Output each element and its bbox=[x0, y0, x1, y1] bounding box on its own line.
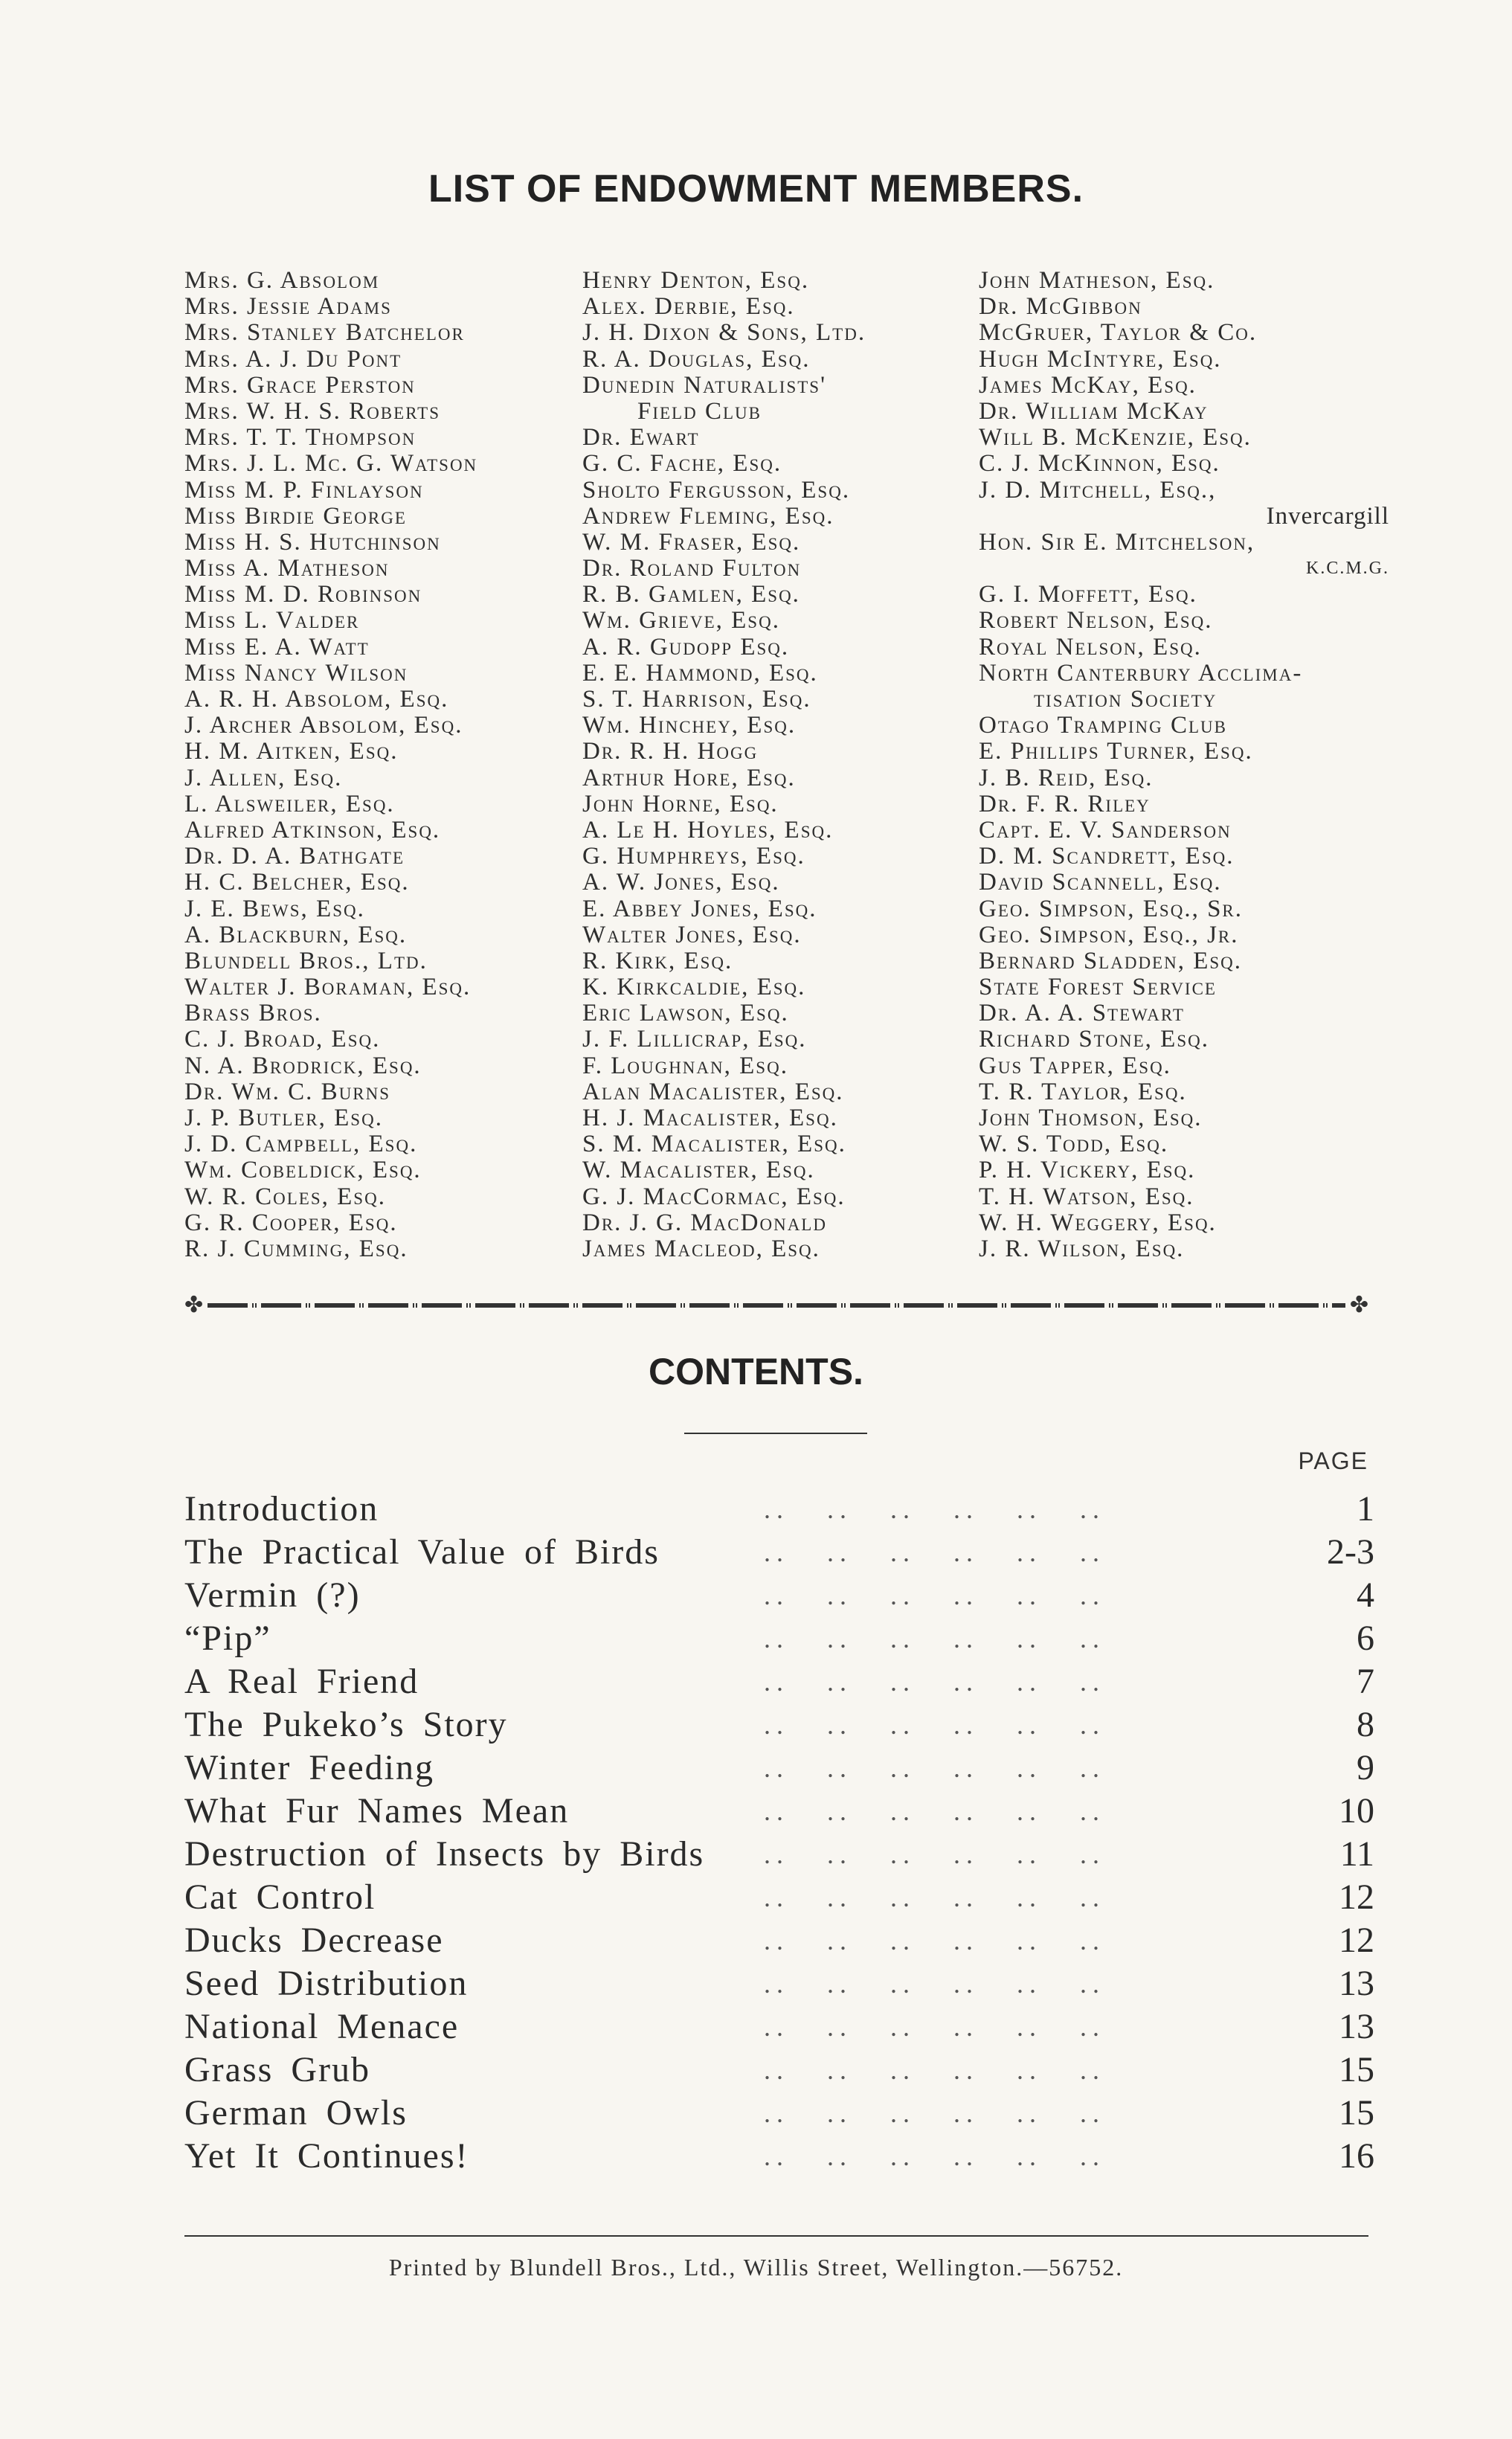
member-entry: Miss A. Matheson bbox=[184, 555, 390, 582]
contents-entry bbox=[184, 2092, 1374, 2135]
contents-entry-title: A Real Friend bbox=[184, 1662, 419, 1701]
member-entry: G. Humphreys, Esq. bbox=[582, 843, 805, 870]
page-column-header: PAGE bbox=[1298, 1447, 1368, 1474]
member-entry: G. I. Moffett, Esq. bbox=[979, 581, 1197, 608]
member-entry: H. J. Macalister, Esq. bbox=[582, 1105, 838, 1131]
member-entry: Geo. Simpson, Esq., Sr. bbox=[979, 895, 1244, 922]
member-entry: L. Alsweiler, Esq. bbox=[184, 790, 395, 817]
member-entry: W. H. Weggery, Esq. bbox=[979, 1209, 1217, 1236]
contents-entry-page: 12 bbox=[1339, 1877, 1374, 1917]
member-entry: Dr. J. G. MacDonald bbox=[582, 1209, 827, 1236]
contents-entry bbox=[184, 2048, 1374, 2092]
member-entry: W. M. Fraser, Esq. bbox=[582, 528, 801, 556]
member-entry: Hon. Sir E. Mitchelson, bbox=[979, 528, 1255, 556]
dot-leader: .. .. .. .. .. .. bbox=[739, 2012, 1105, 2042]
member-entry: A. Le H. Hoyles, Esq. bbox=[582, 816, 834, 843]
member-entry: Mrs. T. T. Thompson bbox=[184, 424, 416, 452]
contents-entry-title: The Practical Value of Birds bbox=[184, 1532, 660, 1572]
dot-leader: .. .. .. .. .. .. bbox=[739, 1883, 1105, 1912]
dot-leader: .. .. .. .. .. .. bbox=[739, 2141, 1105, 2171]
member-entry: McGruer, Taylor & Co. bbox=[979, 319, 1258, 347]
contents-entry bbox=[184, 1531, 1374, 1574]
ornamental-rule bbox=[208, 1303, 1345, 1308]
member-column-3 bbox=[979, 268, 1389, 1262]
member-entry: Mrs. Stanley Batchelor bbox=[184, 319, 465, 347]
member-list bbox=[184, 268, 1389, 1262]
member-entry: R. Kirk, Esq. bbox=[582, 947, 733, 974]
member-entry: Dr. Roland Fulton bbox=[582, 555, 802, 582]
member-entry: W. Macalister, Esq. bbox=[582, 1157, 815, 1184]
dot-leader: .. .. .. .. .. .. bbox=[739, 1667, 1105, 1697]
dot-leader: .. .. .. .. .. .. bbox=[739, 1839, 1105, 1869]
member-entry: J. F. Lillicrap, Esq. bbox=[582, 1026, 807, 1053]
contents-entry-title: Ducks Decrease bbox=[184, 1921, 444, 1960]
member-entry: G. R. Cooper, Esq. bbox=[184, 1209, 398, 1236]
member-entry: Mrs. Grace Perston bbox=[184, 371, 416, 399]
member-entry: Alan Macalister, Esq. bbox=[582, 1078, 844, 1105]
member-entry: J. H. Dixon & Sons, Ltd. bbox=[582, 319, 866, 347]
member-entry: Henry Denton, Esq. bbox=[582, 267, 810, 294]
contents-underline bbox=[684, 1433, 867, 1434]
printer-imprint: Printed by Blundell Bros., Ltd., Willis Street, Wellington.—56752. bbox=[388, 2254, 1124, 2281]
member-entry: R. B. Gamlen, Esq. bbox=[582, 581, 800, 608]
contents-entry-title: What Fur Names Mean bbox=[184, 1791, 570, 1831]
member-entry: Mrs. J. L. Mc. G. Watson bbox=[184, 450, 478, 478]
contents-entry-page: 13 bbox=[1339, 1964, 1374, 2003]
contents-entry-page: 8 bbox=[1357, 1705, 1374, 1744]
contents-entry-title: The Pukeko’s Story bbox=[184, 1705, 508, 1744]
dot-leader: .. .. .. .. .. .. bbox=[739, 2098, 1105, 2128]
member-entry: Mrs. A. J. Du Pont bbox=[184, 345, 402, 373]
contents-entry-page: 13 bbox=[1339, 2007, 1374, 2046]
member-entry: Sholto Fergusson, Esq. bbox=[582, 476, 851, 504]
member-entry: Dr. Wm. C. Burns bbox=[184, 1078, 391, 1105]
member-entry: J. Archer Absolom, Esq. bbox=[184, 712, 463, 739]
member-entry: A. R. H. Absolom, Esq. bbox=[184, 686, 449, 713]
member-entry: N. A. Brodrick, Esq. bbox=[184, 1052, 422, 1079]
contents-entry bbox=[184, 2005, 1374, 2048]
dot-leader: .. .. .. .. .. .. bbox=[739, 2055, 1105, 2085]
member-entry: Miss Birdie George bbox=[184, 502, 407, 530]
contents-entry-page: 1 bbox=[1357, 1489, 1374, 1529]
member-entry: Dr. R. H. Hogg bbox=[582, 738, 759, 765]
member-entry: J. D. Campbell, Esq. bbox=[184, 1131, 418, 1158]
member-entry: R. A. Douglas, Esq. bbox=[582, 345, 811, 373]
member-entry: Field Club bbox=[637, 397, 762, 425]
dot-leader: .. .. .. .. .. .. bbox=[739, 1753, 1105, 1783]
ornament-right-icon: ✤ bbox=[1349, 1292, 1368, 1318]
member-entry: K.C.M.G. bbox=[1305, 559, 1389, 579]
contents-entry bbox=[184, 1746, 1374, 1790]
contents-entry-title: German Owls bbox=[184, 2093, 408, 2133]
contents-entry-page: 9 bbox=[1357, 1748, 1374, 1787]
member-entry: H. C. Belcher, Esq. bbox=[184, 869, 410, 896]
member-entry: Mrs. Jessie Adams bbox=[184, 293, 392, 321]
member-entry: C. J. Broad, Esq. bbox=[184, 1026, 381, 1053]
member-entry: E. Phillips Turner, Esq. bbox=[979, 738, 1253, 765]
member-entry: Dr. Ewart bbox=[582, 424, 700, 452]
member-entry: S. T. Harrison, Esq. bbox=[582, 686, 811, 713]
member-entry: Miss M. D. Robinson bbox=[184, 581, 422, 608]
member-entry: Walter J. Boraman, Esq. bbox=[184, 974, 472, 1001]
contents-entry-page: 11 bbox=[1339, 1834, 1374, 1874]
dot-leader: .. .. .. .. .. .. bbox=[739, 1926, 1105, 1956]
member-entry: R. J. Cumming, Esq. bbox=[184, 1235, 408, 1262]
member-entry: Blundell Bros., Ltd. bbox=[184, 947, 428, 974]
member-entry: James Macleod, Esq. bbox=[582, 1235, 820, 1262]
member-entry: Will B. McKenzie, Esq. bbox=[979, 424, 1252, 452]
contents-entry bbox=[184, 1962, 1374, 2005]
dot-leader: .. .. .. .. .. .. bbox=[739, 1494, 1105, 1524]
contents-entry bbox=[184, 1574, 1374, 1617]
contents-entry-title: Grass Grub bbox=[184, 2050, 370, 2089]
member-entry: K. Kirkcaldie, Esq. bbox=[582, 974, 806, 1001]
member-entry: Alex. Derbie, Esq. bbox=[582, 293, 795, 321]
member-entry: John Horne, Esq. bbox=[582, 790, 779, 817]
member-entry: Bernard Sladden, Esq. bbox=[979, 947, 1243, 974]
member-entry: Dunedin Naturalists' bbox=[582, 371, 827, 399]
contents-entry-title: National Menace bbox=[184, 2007, 460, 2046]
member-entry: T. R. Taylor, Esq. bbox=[979, 1078, 1187, 1105]
contents-entry bbox=[184, 1919, 1374, 1962]
member-entry: John Matheson, Esq. bbox=[979, 267, 1215, 294]
contents-entry-page: 15 bbox=[1339, 2050, 1374, 2089]
member-entry: E. Abbey Jones, Esq. bbox=[582, 895, 817, 922]
contents-entry-title: Introduction bbox=[184, 1489, 379, 1529]
contents-entry bbox=[184, 1703, 1374, 1746]
member-entry: Dr. D. A. Bathgate bbox=[184, 843, 405, 870]
member-entry: Andrew Fleming, Esq. bbox=[582, 502, 834, 530]
member-entry: T. H. Watson, Esq. bbox=[979, 1183, 1194, 1210]
member-entry: D. M. Scandrett, Esq. bbox=[979, 843, 1235, 870]
member-entry: Miss L. Valder bbox=[184, 607, 360, 634]
member-entry: J. E. Bews, Esq. bbox=[184, 895, 365, 922]
member-entry: Geo. Simpson, Esq., Jr. bbox=[979, 921, 1239, 948]
member-entry: State Forest Service bbox=[979, 974, 1217, 1001]
member-entry: J. B. Reid, Esq. bbox=[979, 764, 1154, 791]
member-entry: David Scannell, Esq. bbox=[979, 869, 1222, 896]
member-entry: Mrs. G. Absolom bbox=[184, 267, 380, 294]
contents-entry bbox=[184, 1833, 1374, 1876]
dot-leader: .. .. .. .. .. .. bbox=[739, 1710, 1105, 1740]
contents-entry-page: 7 bbox=[1357, 1662, 1374, 1701]
member-column-1 bbox=[184, 268, 582, 1262]
member-entry: J. P. Butler, Esq. bbox=[184, 1105, 383, 1131]
member-entry: Wm. Hinchey, Esq. bbox=[582, 712, 797, 739]
member-entry: Dr. McGibbon bbox=[979, 293, 1142, 321]
dot-leader: .. .. .. .. .. .. bbox=[739, 1969, 1105, 1999]
dot-leader: .. .. .. .. .. .. bbox=[739, 1796, 1105, 1826]
member-entry: Arthur Hore, Esq. bbox=[582, 764, 796, 791]
member-entry: Mrs. W. H. S. Roberts bbox=[184, 397, 440, 425]
contents-entry bbox=[184, 1488, 1374, 1531]
member-entry: Miss Nancy Wilson bbox=[184, 659, 408, 687]
member-entry: Wm. Cobeldick, Esq. bbox=[184, 1157, 422, 1184]
member-entry: J. R. Wilson, Esq. bbox=[979, 1235, 1185, 1262]
contents-entry-page: 2-3 bbox=[1327, 1532, 1374, 1572]
member-entry: Richard Stone, Esq. bbox=[979, 1026, 1209, 1053]
member-column-2 bbox=[582, 268, 979, 1262]
footer-divider bbox=[184, 2235, 1368, 2237]
contents-list bbox=[184, 1488, 1374, 2178]
member-entry: Otago Tramping Club bbox=[979, 712, 1228, 739]
member-entry: Royal Nelson, Esq. bbox=[979, 633, 1202, 661]
contents-entry-title: “Pip” bbox=[184, 1619, 271, 1658]
contents-entry-page: 12 bbox=[1339, 1921, 1374, 1960]
member-entry: Robert Nelson, Esq. bbox=[979, 607, 1213, 634]
member-entry: W. S. Todd, Esq. bbox=[979, 1131, 1169, 1158]
member-entry: C. J. McKinnon, Esq. bbox=[979, 450, 1220, 478]
member-entry: Brass Bros. bbox=[184, 1000, 322, 1027]
member-entry: Miss H. S. Hutchinson bbox=[184, 528, 441, 556]
member-entry: tisation Society bbox=[1034, 686, 1217, 713]
member-entry: Dr. William McKay bbox=[979, 397, 1209, 425]
member-entry: Miss M. P. Finlayson bbox=[184, 476, 424, 504]
member-entry: John Thomson, Esq. bbox=[979, 1105, 1203, 1131]
member-entry: E. E. Hammond, Esq. bbox=[582, 659, 818, 687]
member-entry: P. H. Vickery, Esq. bbox=[979, 1157, 1196, 1184]
contents-entry bbox=[184, 1876, 1374, 1919]
member-entry: S. M. Macalister, Esq. bbox=[582, 1131, 846, 1158]
member-entry: F. Loughnan, Esq. bbox=[582, 1052, 788, 1079]
member-entry: Miss E. A. Watt bbox=[184, 633, 370, 661]
member-entry: Dr. A. A. Stewart bbox=[979, 1000, 1185, 1027]
member-entry: J. D. Mitchell, Esq., bbox=[979, 476, 1217, 504]
dot-leader: .. .. .. .. .. .. bbox=[739, 1537, 1105, 1567]
contents-entry-title: Vermin (?) bbox=[184, 1575, 361, 1615]
contents-entry-page: 6 bbox=[1357, 1619, 1374, 1658]
ornament-left-icon: ✤ bbox=[184, 1292, 204, 1318]
contents-entry-title: Cat Control bbox=[184, 1877, 376, 1917]
member-entry: Invercargill bbox=[1266, 502, 1389, 530]
member-entry: Capt. E. V. Sanderson bbox=[979, 816, 1232, 843]
member-entry: Walter Jones, Esq. bbox=[582, 921, 802, 948]
contents-entry bbox=[184, 1790, 1374, 1833]
contents-entry bbox=[184, 2135, 1374, 2178]
member-entry: A. W. Jones, Esq. bbox=[582, 869, 780, 896]
member-entry: W. R. Coles, Esq. bbox=[184, 1183, 386, 1210]
ornamental-divider bbox=[184, 1292, 1368, 1318]
member-entry: J. Allen, Esq. bbox=[184, 764, 343, 791]
member-entry: A. R. Gudopp Esq. bbox=[582, 633, 790, 661]
contents-entry-page: 10 bbox=[1339, 1791, 1374, 1831]
member-entry: G. C. Fache, Esq. bbox=[582, 450, 782, 478]
member-entry: North Canterbury Acclima- bbox=[979, 659, 1303, 687]
member-entry: Hugh McIntyre, Esq. bbox=[979, 345, 1222, 373]
member-entry: H. M. Aitken, Esq. bbox=[184, 738, 399, 765]
member-entry: Dr. F. R. Riley bbox=[979, 790, 1151, 817]
page-title: LIST OF ENDOWMENT MEMBERS. bbox=[428, 167, 1084, 211]
contents-entry bbox=[184, 1660, 1374, 1703]
contents-entry-page: 4 bbox=[1357, 1575, 1374, 1615]
member-entry: Eric Lawson, Esq. bbox=[582, 1000, 789, 1027]
dot-leader: .. .. .. .. .. .. bbox=[739, 1581, 1105, 1610]
member-entry: A. Blackburn, Esq. bbox=[184, 921, 408, 948]
member-entry: James McKay, Esq. bbox=[979, 371, 1197, 399]
member-entry: Gus Tapper, Esq. bbox=[979, 1052, 1171, 1079]
contents-entry-page: 15 bbox=[1339, 2093, 1374, 2133]
contents-entry-page: 16 bbox=[1339, 2136, 1374, 2176]
dot-leader: .. .. .. .. .. .. bbox=[739, 1624, 1105, 1654]
member-entry: Wm. Grieve, Esq. bbox=[582, 607, 780, 634]
contents-entry-title: Winter Feeding bbox=[184, 1748, 434, 1787]
contents-title: CONTENTS. bbox=[649, 1351, 863, 1392]
member-entry: Alfred Atkinson, Esq. bbox=[184, 816, 441, 843]
contents-entry bbox=[184, 1617, 1374, 1660]
member-entry: G. J. MacCormac, Esq. bbox=[582, 1183, 846, 1210]
contents-entry-title: Yet It Continues! bbox=[184, 2136, 469, 2176]
contents-entry-title: Destruction of Insects by Birds bbox=[184, 1834, 705, 1874]
contents-entry-title: Seed Distribution bbox=[184, 1964, 469, 2003]
